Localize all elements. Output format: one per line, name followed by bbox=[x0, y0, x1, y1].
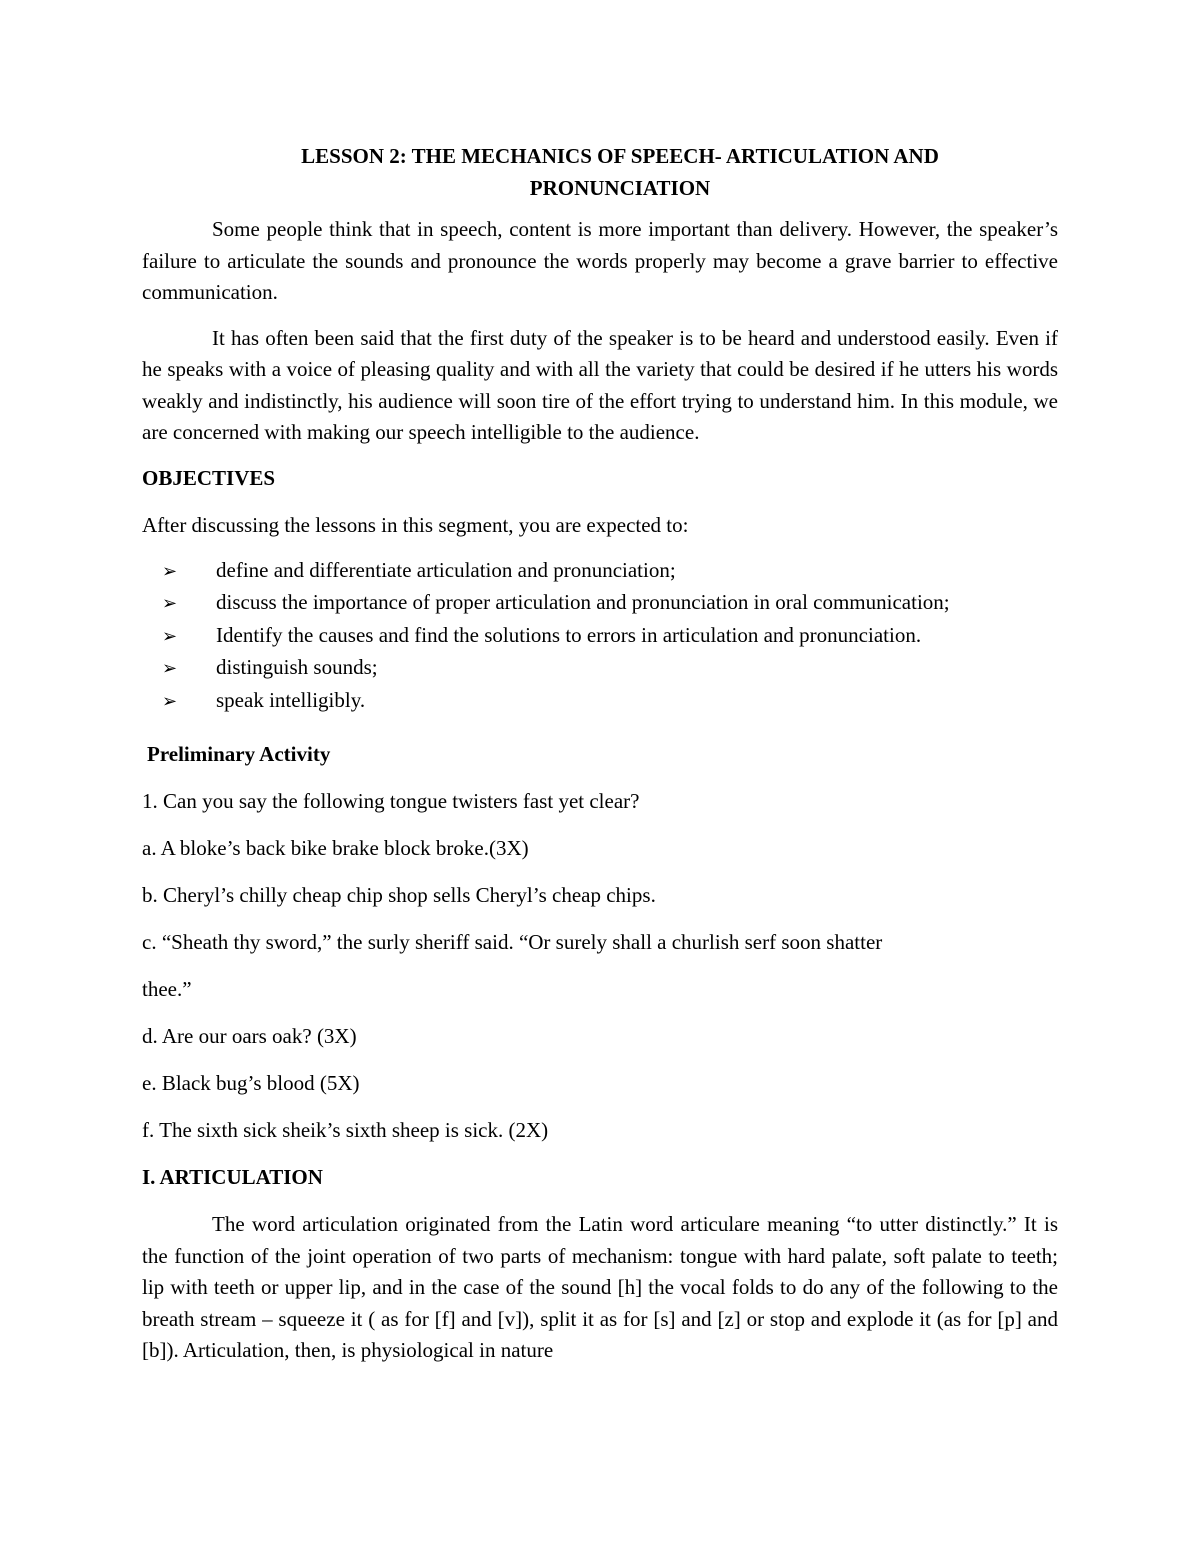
tongue-twister-c-line-2: thee.” bbox=[142, 977, 192, 1001]
objective-text: speak intelligibly. bbox=[216, 687, 366, 712]
lesson-title-line-1: LESSON 2: THE MECHANICS OF SPEECH- ARTICULATION AND bbox=[301, 144, 939, 168]
intro-paragraph-1: Some people think that in speech, content is more important than delivery. However, the speaker’s failure to articulate the sounds and pronounce the words properly may become a grave barrier to effective communication. bbox=[142, 217, 1058, 304]
arrow-bullet-icon: ➢ bbox=[162, 658, 178, 679]
tongue-twister-b: b. Cheryl’s chilly cheap chip shop sells Cheryl’s cheap chips. bbox=[142, 883, 656, 907]
tongue-twister-d: d. Are our oars oak? (3X) bbox=[142, 1024, 357, 1048]
arrow-bullet-icon: ➢ bbox=[162, 690, 178, 712]
objective-text: define and differentiate articulation and pronunciation; bbox=[216, 557, 676, 582]
objective-text: distinguish sounds; bbox=[216, 655, 378, 679]
arrow-bullet-icon: ➢ bbox=[162, 625, 178, 647]
objectives-heading: OBJECTIVES bbox=[142, 465, 276, 490]
tongue-twister-a: a. A bloke’s back bike brake block broke.(3X) bbox=[142, 836, 529, 860]
articulation-paragraph: The word articulation originated from the Latin word articulare meaning “to utter distinctly.” It is the function of the joint operation of two parts of mechanism: tongue with hard palate, soft palate to teeth; lip with teeth or upper lip, and in the case of the sound [h] the vocal folds to do any of the following to the breath stream – squeeze it ( as for [f] and [v]), split it as for [s] and [z] or stop and explode it (as for [p] and [b]). Articulation, then, is physiological in nature bbox=[142, 1212, 1058, 1362]
objective-text: discuss the importance of proper articulation and pronunciation in oral communication; bbox=[216, 590, 950, 614]
objectives-list bbox=[142, 555, 1058, 718]
objective-item bbox=[162, 555, 1058, 588]
objective-item bbox=[162, 652, 1058, 685]
intro-paragraph-2: It has often been said that the first duty of the speaker is to be heard and understood easily. Even if he speaks with a voice of pleasing quality and with all the variety that could be desired if he utters his words weakly and indistinctly, his audience will soon tire of the effort trying to understand him. In this module, we are concerned with making our speech intelligible to the audience. bbox=[142, 325, 1058, 444]
articulation-heading: I. ARTICULATION bbox=[142, 1165, 323, 1189]
objective-item bbox=[162, 620, 1058, 653]
objective-text: Identify the causes and find the solutions to errors in articulation and pronunciation. bbox=[216, 622, 922, 647]
preliminary-question: 1. Can you say the following tongue twisters fast yet clear? bbox=[142, 789, 640, 813]
arrow-bullet-icon: ➢ bbox=[162, 560, 178, 582]
tongue-twister-e: e. Black bug’s blood (5X) bbox=[142, 1071, 360, 1095]
objectives-lead: After discussing the lessons in this segment, you are expected to: bbox=[142, 512, 689, 537]
tongue-twister-f: f. The sixth sick sheik’s sixth sheep is sick. (2X) bbox=[142, 1118, 549, 1142]
preliminary-activity-heading: Preliminary Activity bbox=[147, 742, 331, 766]
arrow-bullet-icon: ➢ bbox=[162, 593, 178, 614]
lesson-title bbox=[142, 140, 1058, 204]
objective-item bbox=[162, 587, 1058, 620]
tongue-twister-c-line-1: c. “Sheath thy sword,” the surly sheriff said. “Or surely shall a churlish serf soon shatter bbox=[142, 930, 883, 954]
objective-item bbox=[162, 685, 1058, 718]
lesson-title-line-2: PRONUNCIATION bbox=[529, 176, 711, 200]
